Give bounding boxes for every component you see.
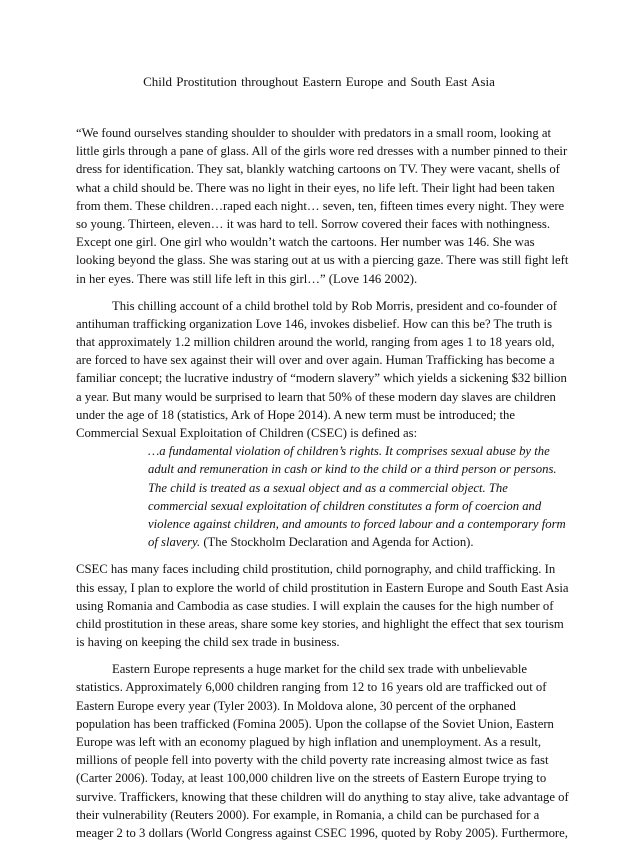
- text-line: that approximately 1.2 million children around the world, ranging from ages 1 to 18 years old,: [76, 335, 555, 350]
- text-line: using Romania and Cambodia as case studies. I will explain the causes for the high number of: [76, 598, 554, 613]
- text-line: from them. These children…raped each night… seven, ten, fifteen times every night. They were: [76, 198, 565, 213]
- text-line: antihuman trafficking organization Love 146, invokes disbelief. How can this be? The truth is: [76, 316, 553, 331]
- text-line: statistics. Approximately 6,000 children ranging from 12 to 16 years old are trafficked out of: [76, 680, 547, 695]
- paragraph-eastern-europe: [76, 660, 569, 842]
- text-line: meager 2 to 3 dollars (World Congress against CSEC 1996, quoted by Roby 2005). Furthermore,: [76, 825, 568, 840]
- text-line: This chilling account of a child brothel told by Rob Morris, president and co-founder of: [112, 298, 558, 313]
- quote-line: commercial sexual exploitation of children constitutes a form of coercion and: [148, 498, 542, 513]
- quote-text: of slavery.: [148, 535, 201, 550]
- text-line: in her eyes. There was still life left in this girl…” (Love 146 2002).: [76, 271, 418, 286]
- text-line: looking beyond the glass. She was staring out at us with a piercing gaze. There was still fight left: [76, 253, 569, 268]
- quote-line: adult and remuneration in cash or kind to the child or a third person or persons.: [148, 462, 557, 477]
- paragraph-intro: [76, 297, 566, 443]
- text-line: under the age of 18 (statistics, Ark of Hope 2014). A new term must be introduced; the: [76, 407, 516, 422]
- text-line: Except one girl. One girl who wouldn’t watch the cartoons. Her number was 146. She was: [76, 235, 535, 250]
- text-line: population has been trafficked (Fomina 2005). Upon the collapse of the Soviet Union, Eastern: [76, 716, 554, 731]
- text-line: millions of people fell into poverty with the child poverty rate increasing almost twice as fast: [76, 753, 549, 768]
- text-line: dress for identification. They sat, blankly watching cartoons on TV. They were vacant, shells of: [76, 162, 560, 177]
- quote-line: violence against children, and amounts to forced labour and a contemporary form: [148, 516, 566, 531]
- quote-citation: (The Stockholm Declaration and Agenda for Action).: [200, 535, 474, 550]
- paragraph-thesis: [76, 560, 569, 651]
- text-line: “We found ourselves standing shoulder to shoulder with predators in a small room, looking at: [76, 126, 552, 140]
- quote-line: …a fundamental violation of children’s rights. It comprises sexual abuse by the: [148, 444, 550, 459]
- text-line: what a child should be. There was no light in their eyes, no life left. Their light had been taken: [76, 180, 555, 195]
- text-line: Commercial Sexual Exploitation of Children (CSEC) is defined as:: [76, 426, 418, 440]
- text-line: familiar concept; the lucrative industry of “modern slavery” which yields a sickening $32 billion: [76, 371, 567, 386]
- text-line: Europe was left with an economy plagued by high inflation and unemployment. As a result,: [76, 735, 542, 749]
- document-body: [76, 124, 569, 842]
- text-line: so young. Thirteen, eleven… it was hard to tell. Sorrow covered their faces with nothingness.: [76, 216, 551, 231]
- text-line: Eastern Europe every year (Tyler 2003). In Moldova alone, 30 percent of the orphaned: [76, 698, 516, 713]
- text-line: (Carter 2006). Today, at least 100,000 children live on the streets of Eastern Europe trying to: [76, 771, 547, 786]
- text-line: a year. But many would be surprised to learn that 50% of these modern day slaves are children: [76, 389, 556, 404]
- text-line: their vulnerability (Reuters 2000). For example, in Romania, a child can be purchased for a: [76, 807, 540, 822]
- text-line: child prostitution in these areas, share some key stories, and highlight the effect that sex tourism: [76, 616, 564, 631]
- text-line: are forced to have sex against their will over and over again. Human Trafficking has become a: [76, 353, 555, 368]
- text-line: CSEC has many faces including child prostitution, child pornography, and child trafficking. In: [76, 562, 556, 577]
- text-line: Eastern Europe represents a huge market for the child sex trade with unbelievable: [112, 662, 528, 677]
- text-line: is having on keeping the child sex trade in business.: [76, 635, 340, 650]
- document-title: Child Prostitution throughout Eastern Europe and South East Asia: [143, 74, 495, 89]
- text-line: survive. Traffickers, knowing that these children will do anything to stay alive, take advantage of: [76, 789, 569, 804]
- quote-line: The child is treated as a sexual object and as a commercial object. The: [148, 480, 508, 495]
- block-quote: [148, 442, 566, 551]
- text-line: this essay, I plan to explore the world of child prostitution in Eastern Europe and South East Asia: [76, 580, 569, 595]
- quote-line-last: [148, 533, 566, 551]
- paragraph-opening-quote: [76, 124, 569, 288]
- text-line: little girls through a pane of glass. All of the girls wore red dresses with a number pinned to their: [76, 144, 568, 159]
